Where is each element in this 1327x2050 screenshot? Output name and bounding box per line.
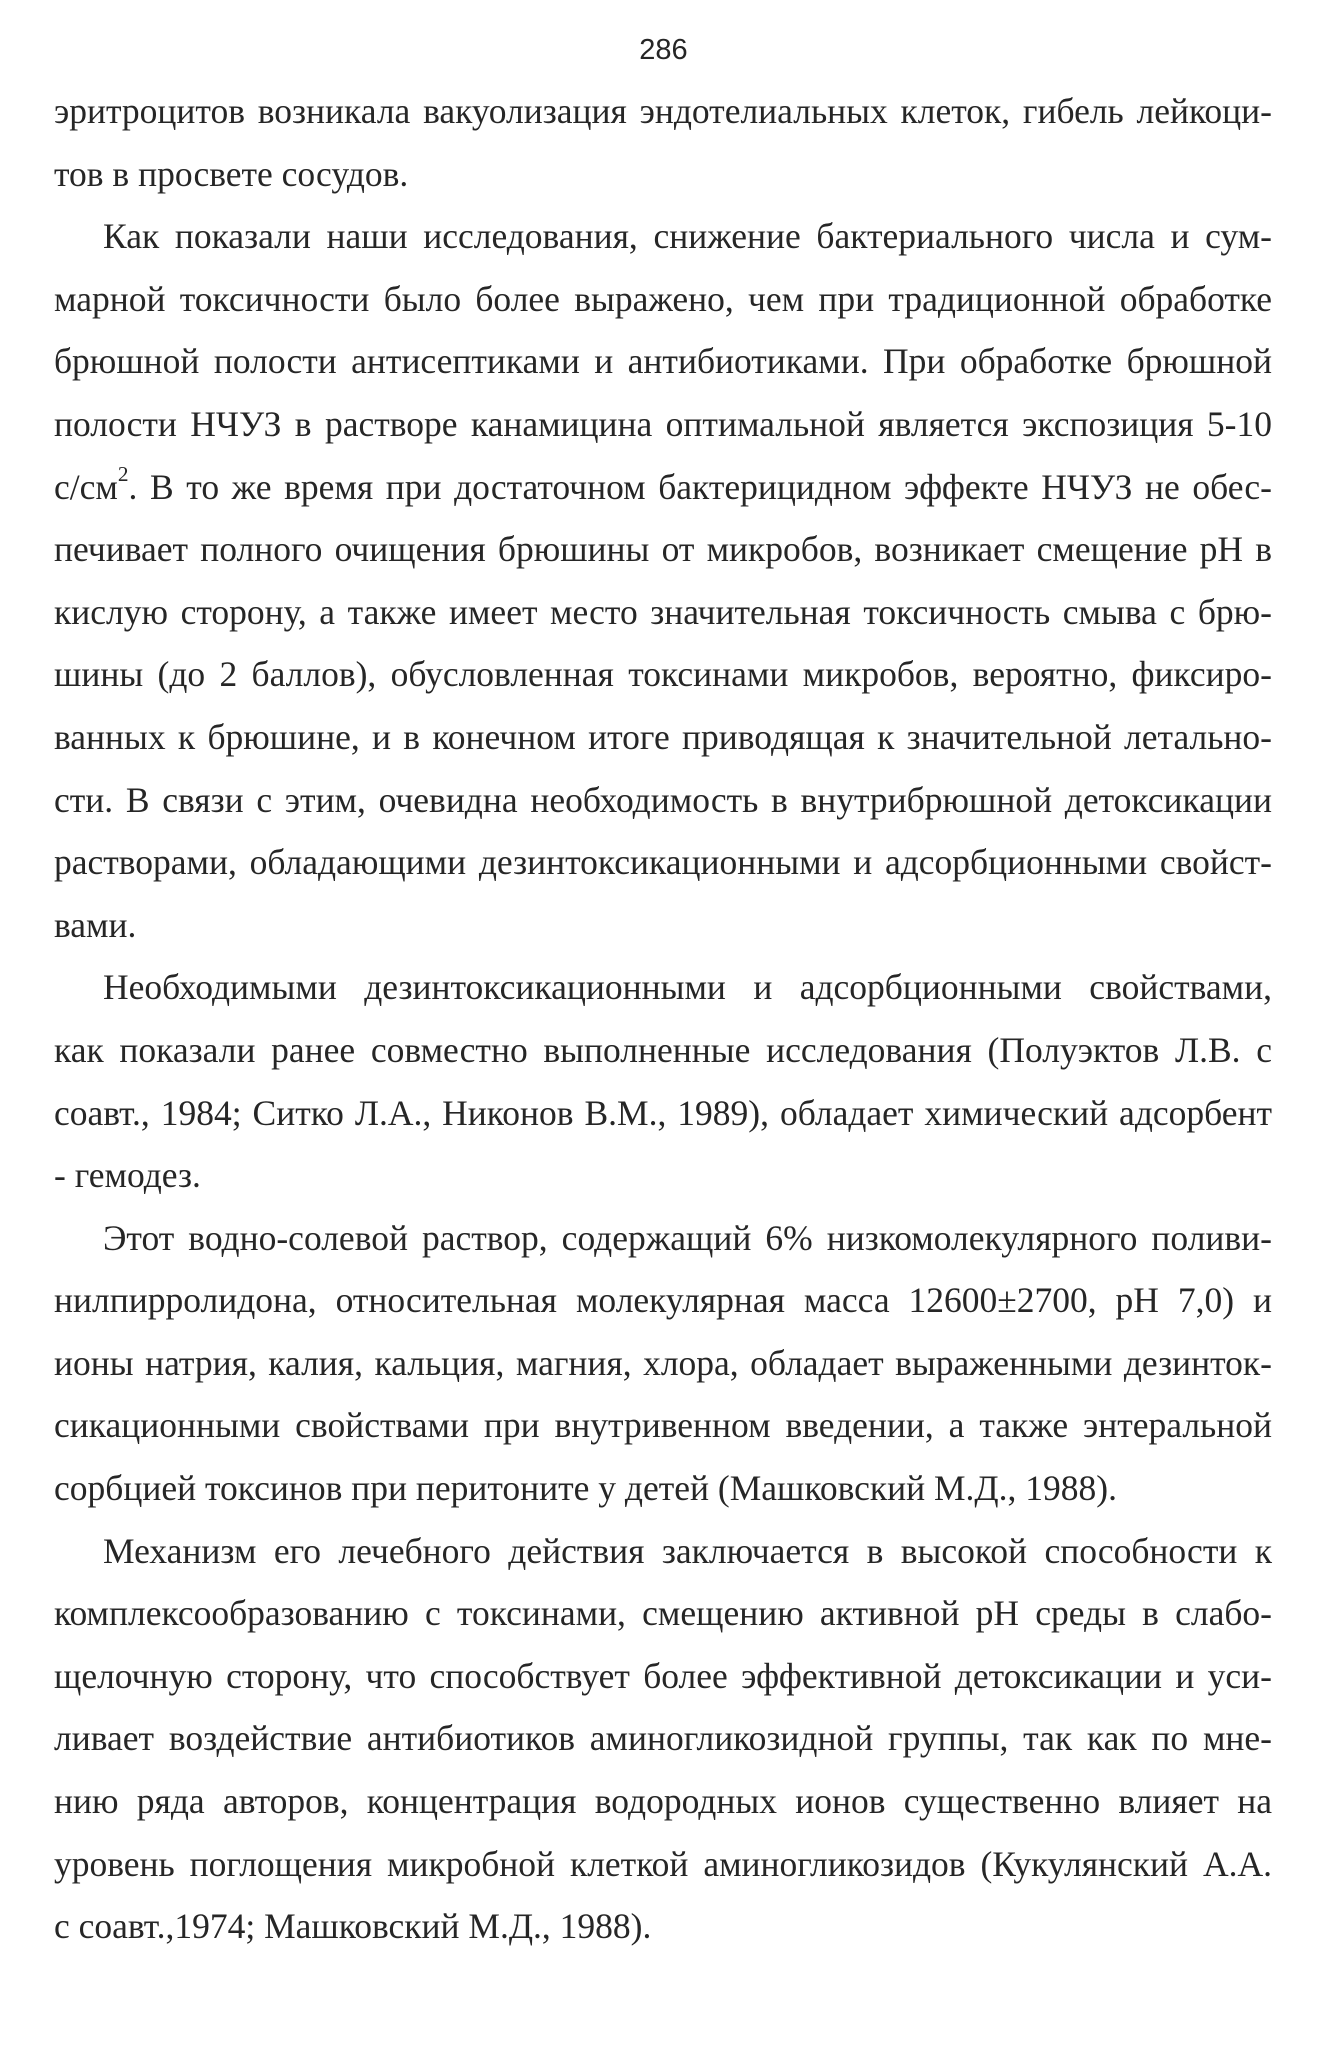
text-line: растворами, обладающими дезинтоксикационными и адсорбционными свойст- bbox=[54, 842, 1272, 883]
text-line: вами. bbox=[54, 904, 137, 945]
text-fragment: . В то же время при достаточном бактерицидном эффекте НЧУЗ не обес- bbox=[128, 466, 1272, 507]
text-line: ионы натрия, калия, кальция, магния, хлора, обладает выраженными дезинток- bbox=[54, 1342, 1272, 1383]
text-line: тов в просвете сосудов. bbox=[54, 153, 409, 194]
paragraph-5 bbox=[54, 1520, 1272, 1958]
text-line: соавт., 1984; Ситко Л.А., Никонов В.М., 1989), обладает химический адсорбент bbox=[54, 1092, 1272, 1133]
text-line: кислую сторону, а также имеет место значительная токсичность смыва с брю- bbox=[54, 591, 1272, 632]
text-line: марной токсичности было более выражено, чем при традиционной обработке bbox=[54, 278, 1272, 319]
text-line: сорбцией токсинов при перитоните у детей (Машковский М.Д., 1988). bbox=[54, 1468, 1117, 1509]
text-line: с соавт.,1974; Машковский М.Д., 1988). bbox=[54, 1906, 652, 1947]
text-line: как показали ранее совместно выполненные исследования (Полуэктов Л.В. с bbox=[54, 1029, 1272, 1070]
text-line: печивает полного очищения брюшины от микробов, возникает смещение рН в bbox=[54, 529, 1272, 570]
text-line: полости НЧУЗ в растворе канамицина оптимальной является экспозиция 5-10 bbox=[54, 403, 1272, 444]
text-line: ванных к брюшине, и в конечном итоге приводящая к значительной летально- bbox=[54, 716, 1272, 757]
text-line: брюшной полости антисептиками и антибиотиками. При обработке брюшной bbox=[54, 341, 1272, 382]
text-line: уровень поглощения микробной клеткой аминогликозидов (Кукулянский А.А. bbox=[54, 1843, 1272, 1884]
document-body bbox=[54, 80, 1272, 1958]
paragraph-2 bbox=[54, 205, 1272, 956]
paragraph-1 bbox=[54, 80, 1272, 205]
page-number: 286 bbox=[639, 34, 688, 66]
text-line-with-superscript bbox=[54, 456, 1272, 519]
text-line: Как показали наши исследования, снижение бактериального числа и сум- bbox=[103, 216, 1272, 257]
text-line: Необходимыми дезинтоксикационными и адсорбционными свойствами, bbox=[103, 967, 1272, 1008]
text-line: сти. В связи с этим, очевидна необходимость в внутрибрюшной детоксикации bbox=[54, 779, 1272, 820]
paragraph-3 bbox=[54, 956, 1272, 1206]
text-line: ливает воздействие антибиотиков аминогликозидной группы, так как по мне- bbox=[54, 1718, 1272, 1759]
text-line: щелочную сторону, что способствует более эффективной детоксикации и уси- bbox=[54, 1655, 1272, 1696]
text-line: - гемодез. bbox=[54, 1155, 201, 1196]
text-line: нию ряда авторов, концентрация водородных ионов существенно влияет на bbox=[54, 1781, 1272, 1822]
paragraph-4 bbox=[54, 1207, 1272, 1520]
text-line: комплексообразованию с токсинами, смещению активной рН среды в слабо- bbox=[54, 1593, 1272, 1634]
text-fragment: с/см bbox=[54, 466, 118, 507]
text-line: сикационными свойствами при внутривенном введении, а также энтеральной bbox=[54, 1405, 1272, 1446]
text-line: Механизм его лечебного действия заключается в высокой способности к bbox=[103, 1530, 1272, 1571]
superscript: 2 bbox=[117, 462, 129, 487]
text-line: Этот водно-солевой раствор, содержащий 6% низкомолекулярного поливи- bbox=[103, 1217, 1272, 1258]
text-line: шины (до 2 баллов), обусловленная токсинами микробов, вероятно, фиксиро- bbox=[54, 654, 1272, 695]
text-line: эритроцитов возникала вакуолизация эндотелиальных клеток, гибель лейкоци- bbox=[54, 91, 1272, 131]
text-line: нилпирролидона, относительная молекулярная масса 12600±2700, рН 7,0) и bbox=[54, 1280, 1272, 1321]
